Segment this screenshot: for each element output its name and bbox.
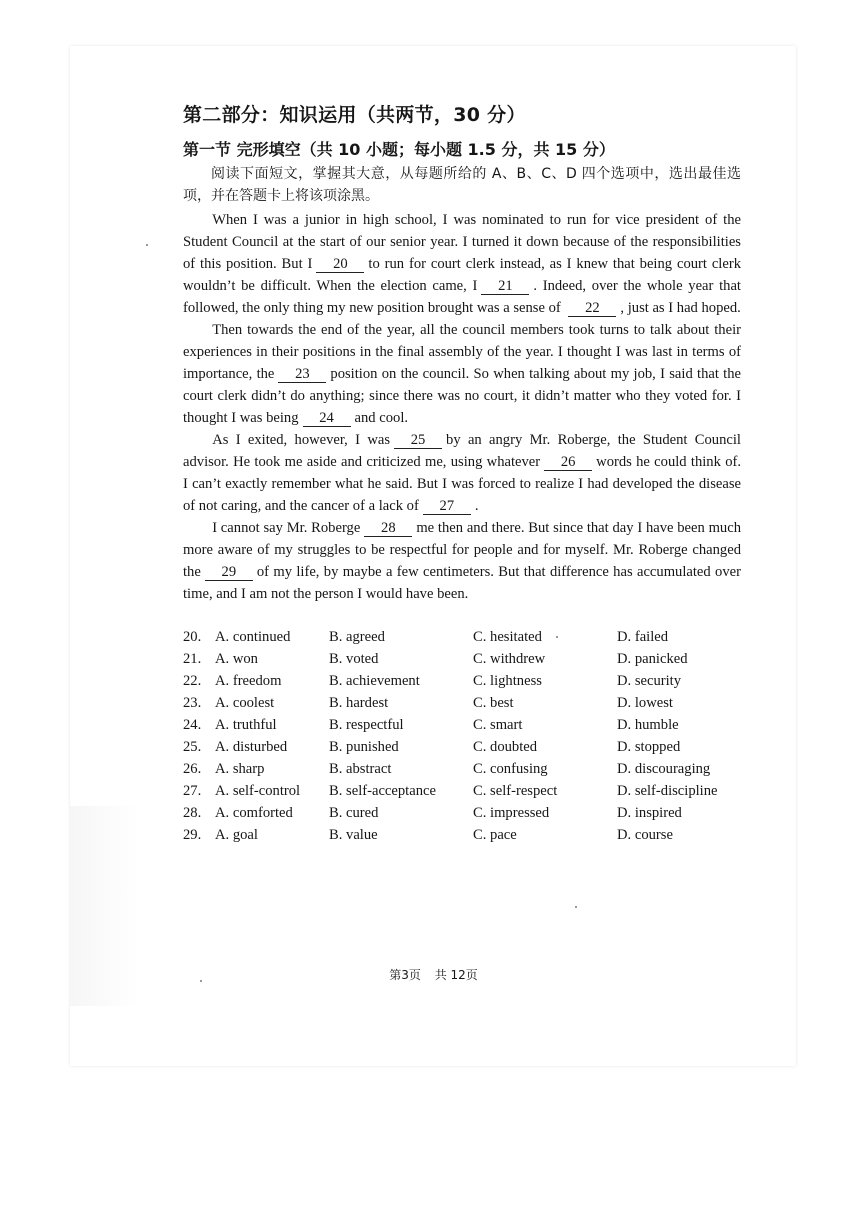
option-c: C. smart <box>473 717 523 733</box>
scan-speck <box>146 244 148 246</box>
question-number: 26. <box>183 761 202 777</box>
option-c: C. self-respect <box>473 783 558 799</box>
passage-text: to run for court clerk instead, as I knew that being court clerk wouldn’t be difficult. When the election came, I <box>183 256 741 294</box>
passage-paragraph-1 <box>183 209 741 319</box>
option-d: D. humble <box>617 717 679 733</box>
question-row <box>183 626 741 648</box>
option-d: D. stopped <box>617 739 681 755</box>
passage-text: When I was a junior in high school, I was nominated to run for vice president of the Student Council at the start of our senior year. I turned it down because of the responsibilities of this position. But I <box>183 212 741 272</box>
instructions: 阅读下面短文，掌握其大意，从每题所给的 A、B、C、D 四个选项中，选出最佳选项，并在答题卡上将该项涂黑。 <box>183 166 741 204</box>
option-a: A. continued <box>215 629 291 645</box>
blank-23: 23 <box>278 367 326 383</box>
question-row <box>183 670 741 692</box>
option-b: B. achievement <box>329 673 420 689</box>
blank-20: 20 <box>316 257 364 273</box>
option-b: B. cured <box>329 805 379 821</box>
option-a: A. self-control <box>215 783 301 799</box>
question-number: 25. <box>183 739 202 755</box>
passage-text: As I exited, however, I was <box>212 432 391 448</box>
blank-27: 27 <box>423 499 471 515</box>
option-d: D. self-discipline <box>617 783 718 799</box>
passage-text: , just as I had hoped. <box>620 300 741 316</box>
blank-28: 28 <box>364 521 412 537</box>
passage-text: and cool. <box>354 410 409 426</box>
question-number: 28. <box>183 805 202 821</box>
passage-text: by an angry Mr. Roberge, the Student Council advisor. He took me aside and criticized me, using whatever <box>183 432 741 470</box>
blank-22: 22 <box>568 301 616 317</box>
option-c: C. best <box>473 695 514 711</box>
passage-text: Then towards the end of the year, all the council members took turns to talk about their experiences in their positions in the final assembly of the year. I thought I was last in terms of importance, the <box>183 322 741 382</box>
option-c: C. lightness <box>473 673 542 689</box>
option-c: C. withdrew <box>473 651 546 667</box>
option-d: D. course <box>617 827 673 843</box>
answer-options <box>183 626 741 846</box>
passage-text: position on the council. So when talking about my job, I said that the court clerk didn’t do anything; since there was no court, it didn’t matter who they voted for. I thought I was being <box>183 366 741 426</box>
option-a: A. freedom <box>215 673 282 689</box>
option-a: A. goal <box>215 827 258 843</box>
section-title: 第一节 完形填空（共 10 小题；每小题 1.5 分，共 15 分） <box>183 140 615 159</box>
question-row <box>183 736 741 758</box>
question-row <box>183 692 741 714</box>
question-row <box>183 824 741 846</box>
question-number: 21. <box>183 651 202 667</box>
blank-26: 26 <box>544 455 592 471</box>
option-d: D. panicked <box>617 651 688 667</box>
question-number: 22. <box>183 673 202 689</box>
blank-25: 25 <box>394 433 442 449</box>
question-number: 23. <box>183 695 202 711</box>
option-d: D. inspired <box>617 805 682 821</box>
question-number: 24. <box>183 717 202 733</box>
option-b: B. value <box>329 827 378 843</box>
page-footer <box>0 966 867 983</box>
option-b: B. voted <box>329 651 379 667</box>
question-number: 20. <box>183 629 202 645</box>
passage-paragraph-2 <box>183 319 741 429</box>
option-d: D. lowest <box>617 695 673 711</box>
option-b: B. respectful <box>329 717 404 733</box>
option-b: B. self-acceptance <box>329 783 436 799</box>
option-d: D. failed <box>617 629 669 645</box>
question-number: 29. <box>183 827 202 843</box>
page-number: 第3页 <box>389 968 421 982</box>
part-title: 第二部分：知识运用（共两节，30 分） <box>183 104 526 126</box>
question-row <box>183 714 741 736</box>
passage-text: me then and there. But since that day I have been much more aware of my struggles to be respectful for people and for myself. Mr. Roberge changed the <box>183 520 741 580</box>
option-d: D. discouraging <box>617 761 711 777</box>
option-c: C. impressed <box>473 805 550 821</box>
option-d: D. security <box>617 673 682 689</box>
option-c: C. confusing <box>473 761 548 777</box>
question-row <box>183 648 741 670</box>
passage-paragraph-3 <box>183 429 741 517</box>
passage-text: words he could think of. I can’t exactly remember what he said. But I was forced to realize I had developed the disease of not caring, and the cancer of a lack of <box>183 454 741 514</box>
passage-text: . <box>474 498 479 514</box>
blank-29: 29 <box>205 565 253 581</box>
option-c: C. pace <box>473 827 517 843</box>
option-a: A. coolest <box>215 695 275 711</box>
blank-24: 24 <box>303 411 351 427</box>
question-row <box>183 802 741 824</box>
scan-speck <box>575 906 577 908</box>
option-b: B. abstract <box>329 761 392 777</box>
passage-text: . Indeed, over the whole year that followed, the only thing my new position brought was a sense of <box>183 278 741 316</box>
scan-speck <box>200 980 202 982</box>
passage-text: I cannot say Mr. Roberge <box>212 520 361 536</box>
question-number: 27. <box>183 783 202 799</box>
option-b: B. hardest <box>329 695 389 711</box>
blank-21: 21 <box>481 279 529 295</box>
question-row <box>183 758 741 780</box>
exam-content <box>183 100 741 846</box>
option-a: A. disturbed <box>215 739 288 755</box>
option-c: C. hesitated <box>473 629 542 645</box>
passage-text: of my life, by maybe a few centimeters. But that difference has accumulated over time, and I am not the person I would have been. <box>183 564 741 602</box>
option-a: A. won <box>215 651 258 667</box>
option-c: C. doubted <box>473 739 538 755</box>
option-b: B. punished <box>329 739 399 755</box>
passage-paragraph-4 <box>183 517 741 605</box>
option-a: A. sharp <box>215 761 265 777</box>
option-a: A. truthful <box>215 717 277 733</box>
option-a: A. comforted <box>215 805 293 821</box>
page-total: 共 12页 <box>434 968 478 982</box>
scan-speck <box>556 636 558 638</box>
question-row <box>183 780 741 802</box>
option-b: B. agreed <box>329 629 385 645</box>
